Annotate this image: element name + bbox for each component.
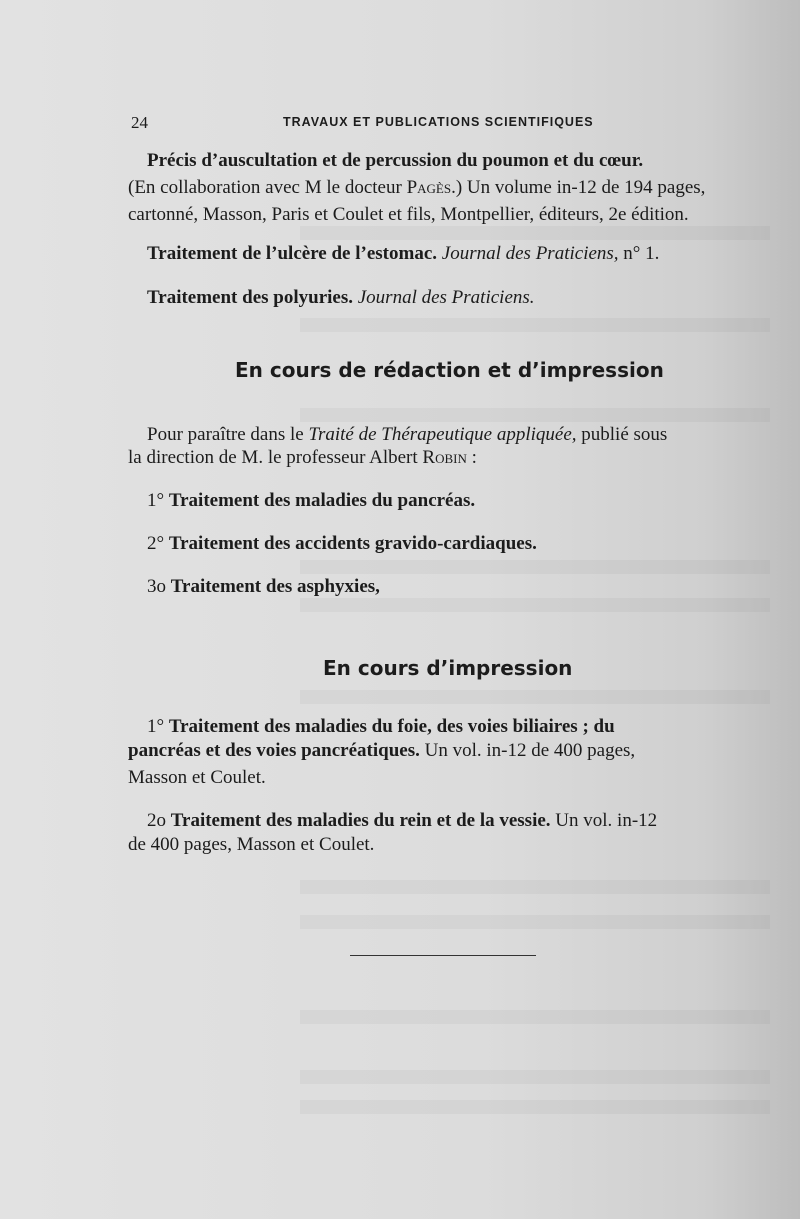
end-rule: [350, 955, 536, 956]
item-number: 1°: [147, 490, 165, 511]
bleed-through: [300, 1100, 770, 1114]
bleed-through: [300, 598, 770, 612]
entry-line: cartonné, Masson, Paris et Coulet et fils, Montpellier, éditeurs, 2e édition.: [128, 204, 689, 225]
journal-name: Journal des Praticiens,: [441, 243, 619, 264]
item-details: Un vol. in-12: [550, 810, 658, 831]
author-name: Pagès: [406, 177, 452, 198]
publication-entry: [147, 240, 767, 267]
list-item: [147, 530, 767, 557]
journal-number: n° 1.: [623, 243, 660, 264]
journal-name: Journal des Praticiens.: [357, 287, 535, 308]
list-item: [147, 573, 767, 600]
item-title: Traitement des accidents gravido-cardiaques.: [168, 533, 537, 554]
bleed-through: [300, 318, 770, 332]
item-title: Traitement des maladies du rein et de la vessie.: [170, 810, 551, 831]
bleed-through: [300, 690, 770, 704]
item-number: 3o: [147, 576, 166, 597]
page-header: [131, 113, 751, 133]
section-heading: En cours de rédaction et d’impression: [235, 358, 664, 382]
entry-text: (En collaboration avec M le docteur: [128, 177, 407, 198]
list-item: [147, 713, 767, 740]
entry-line: [128, 174, 768, 201]
list-item-continued: [128, 831, 768, 858]
entry-title: Traitement de l’ulcère de l’estomac.: [147, 243, 438, 264]
item-number: 2°: [147, 533, 165, 554]
bleed-through: [300, 408, 770, 422]
item-title: Traitement des maladies du foie, des voies biliaires ; du: [168, 716, 615, 737]
publication-entry: [147, 284, 767, 311]
item-number: 2o: [147, 810, 166, 831]
author-name: Robin: [422, 447, 467, 468]
entry-title: Traitement des polyuries.: [147, 287, 353, 308]
item-title: Traitement des maladies du pancréas.: [168, 490, 476, 511]
intro-text: :: [466, 447, 477, 468]
entry-title: Précis d’auscultation et de percussion du poumon et du cœur.: [147, 150, 644, 171]
section-intro: [128, 444, 768, 471]
item-title: pancréas et des voies pancréatiques.: [128, 740, 420, 761]
bleed-through: [300, 1010, 770, 1024]
list-item-continued: [128, 737, 768, 791]
item-details: Un vol. in-12 de 400 pages,: [419, 740, 636, 761]
book-title: Traité de Thérapeutique appliquée,: [308, 424, 577, 445]
bleed-through: [300, 880, 770, 894]
list-item: [147, 807, 767, 834]
intro-text: publié sous: [576, 424, 668, 445]
page-number: 24: [131, 113, 148, 132]
running-title: TRAVAUX ET PUBLICATIONS SCIENTIFIQUES: [283, 115, 594, 129]
section-heading: En cours d’impression: [323, 656, 573, 680]
item-details: de 400 pages, Masson et Coulet.: [128, 834, 375, 855]
bleed-through: [300, 560, 770, 574]
intro-text: Pour paraître dans le: [147, 424, 309, 445]
bleed-through: [300, 226, 770, 240]
item-number: 1°: [147, 716, 165, 737]
intro-text: la direction de M. le professeur Albert: [128, 447, 423, 468]
publication-entry: [147, 147, 767, 174]
item-title: Traitement des asphyxies,: [170, 576, 380, 597]
item-details: Masson et Coulet.: [128, 767, 266, 788]
list-item: [147, 487, 767, 514]
bleed-through: [300, 915, 770, 929]
entry-text: .) Un volume in-12 de 194 pages,: [451, 177, 706, 198]
bleed-through: [300, 1070, 770, 1084]
publication-entry-details: [128, 174, 768, 228]
